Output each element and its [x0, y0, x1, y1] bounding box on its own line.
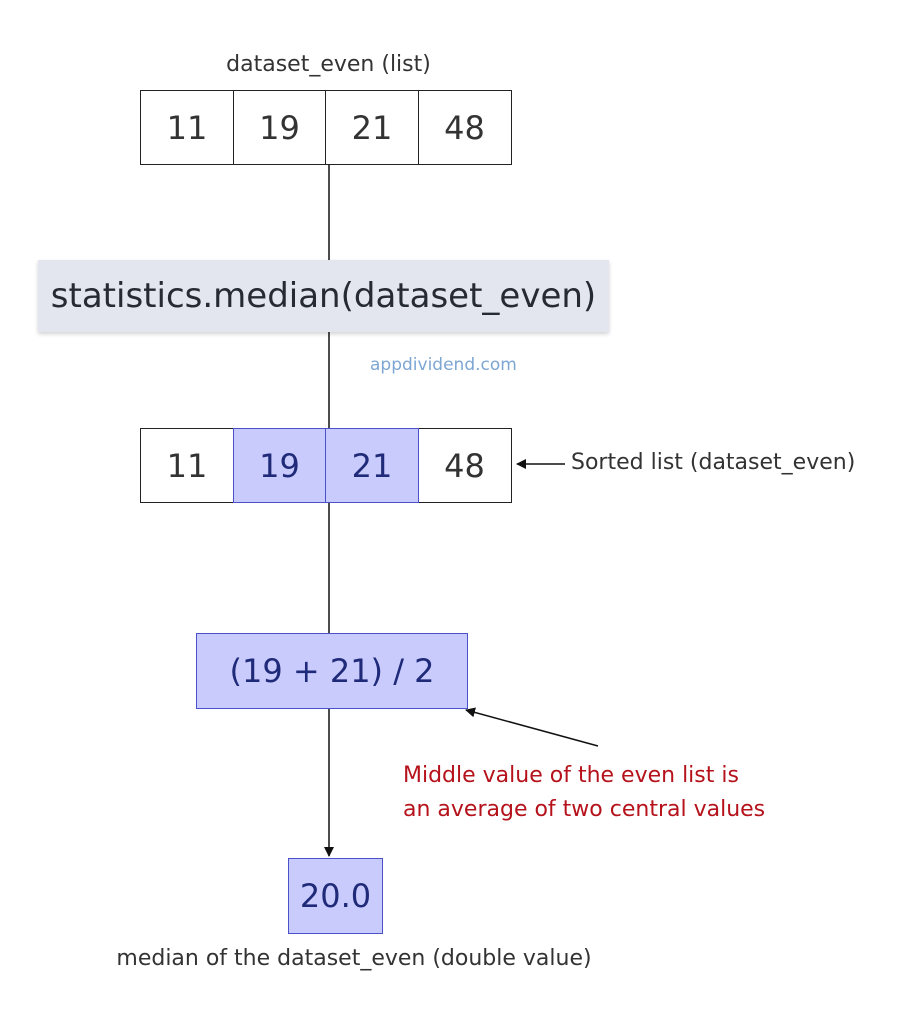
- explanation-note: [403, 759, 765, 827]
- median-result-label: median of the dataset_even (double value): [116, 946, 592, 971]
- sorted-list-cell: 11: [140, 428, 234, 503]
- sorted-list-label: Sorted list (dataset_even): [571, 450, 856, 475]
- function-call-box: [38, 260, 609, 332]
- explanation-note-line: Middle value of the even list is: [403, 763, 739, 788]
- note-arrow: [466, 710, 598, 746]
- input-list-cell: 11: [140, 90, 234, 165]
- watermark: appdividend.com: [370, 355, 517, 375]
- sorted-list-cell-central: 21: [325, 428, 419, 503]
- input-list: [140, 90, 512, 165]
- input-list-cell: 48: [418, 90, 512, 165]
- list-label: dataset_even (list): [226, 52, 431, 77]
- average-formula-text: (19 + 21) / 2: [229, 652, 435, 690]
- sorted-list-cell-central: 19: [233, 428, 327, 503]
- median-result-box: [288, 858, 383, 934]
- function-call-text: statistics.median(dataset_even): [50, 276, 597, 316]
- input-list-cell: 21: [325, 90, 419, 165]
- sorted-list-cell: 48: [418, 428, 512, 503]
- input-list-cell: 19: [233, 90, 327, 165]
- explanation-note-line: an average of two central values: [403, 797, 766, 822]
- median-result-value: 20.0: [299, 877, 372, 915]
- average-formula-box: [196, 633, 468, 709]
- sorted-list: [140, 428, 512, 503]
